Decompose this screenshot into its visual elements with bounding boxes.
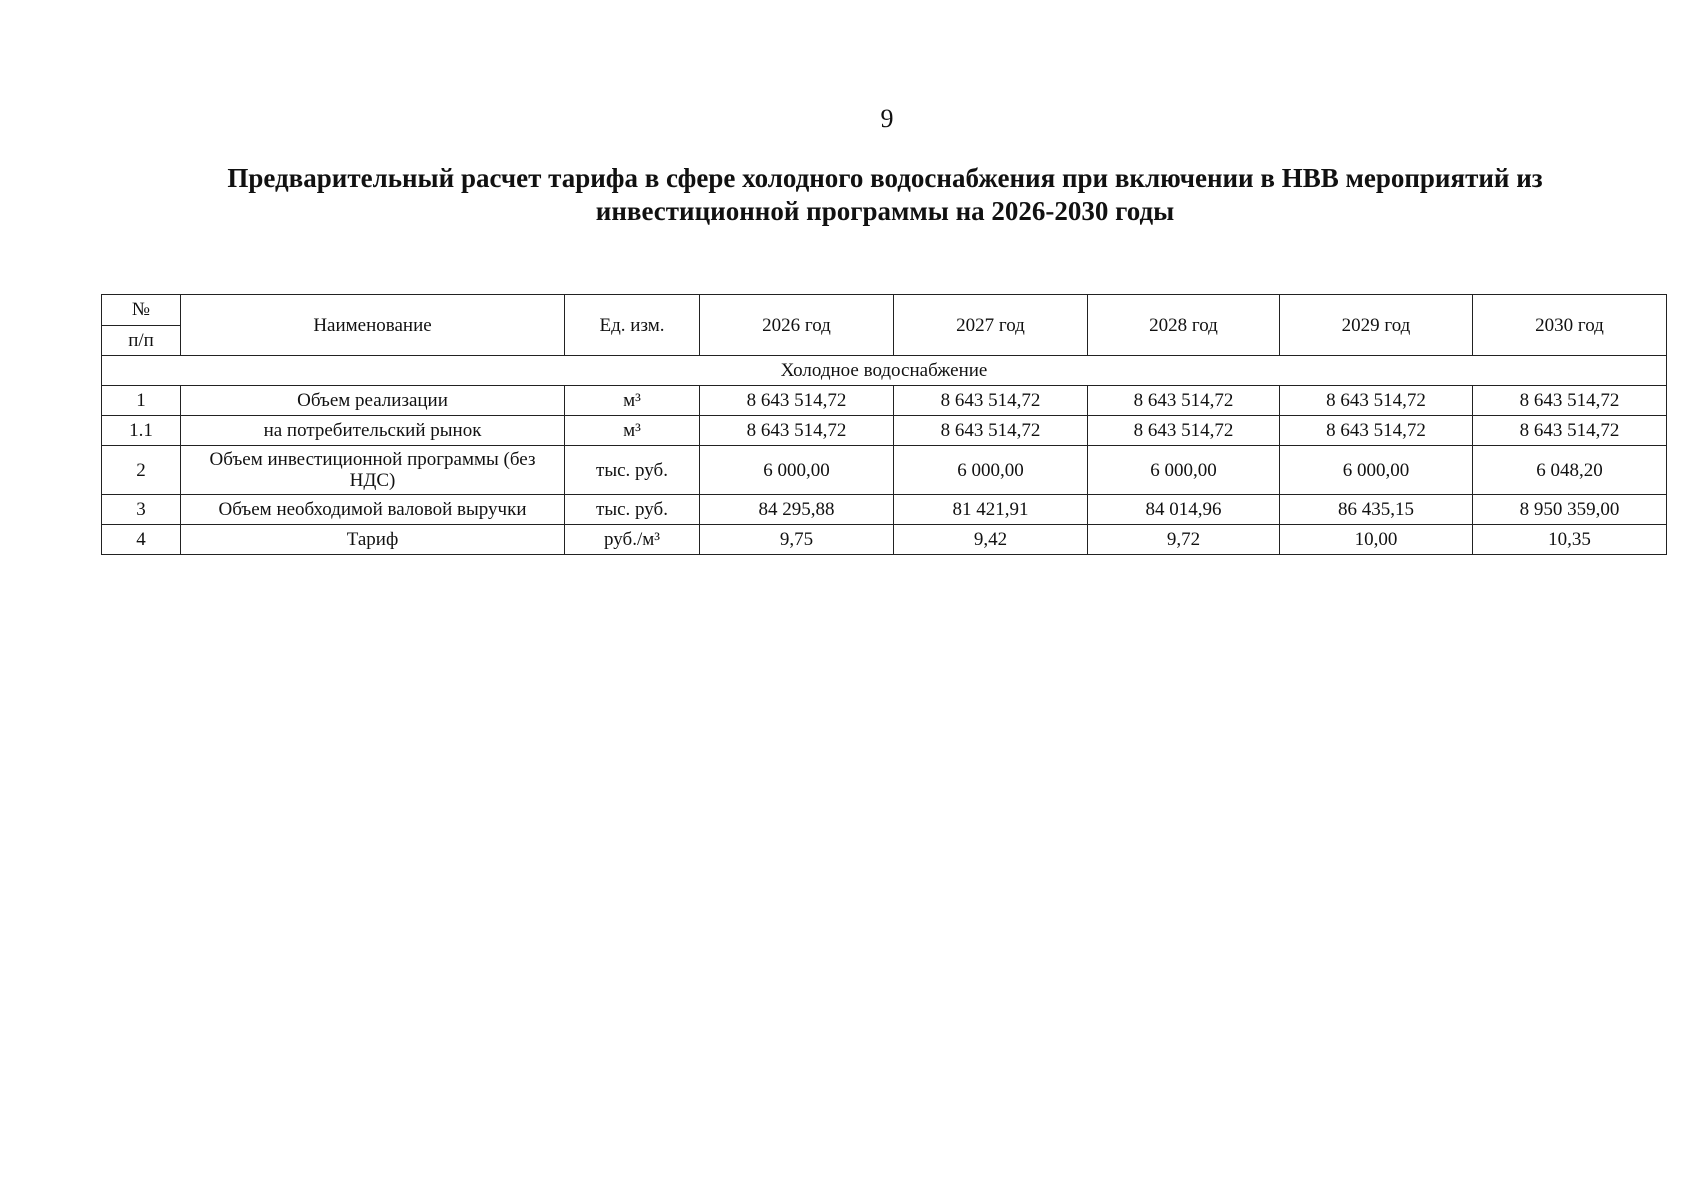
page-number: 9 xyxy=(880,104,894,133)
table-row xyxy=(102,416,1667,446)
row-value-2029: 8 643 514,72 xyxy=(1280,386,1473,416)
header-unit: Ед. изм. xyxy=(565,295,700,356)
row-value-2029: 6 000,00 xyxy=(1280,446,1473,495)
row-value-2030: 8 643 514,72 xyxy=(1473,416,1667,446)
row-value-2029: 10,00 xyxy=(1280,525,1473,555)
document-title-line-2: инвестиционной программы на 2026-2030 годы xyxy=(595,196,1175,226)
row-value-2027: 8 643 514,72 xyxy=(894,386,1088,416)
row-number: 3 xyxy=(102,495,181,525)
row-value-2030: 10,35 xyxy=(1473,525,1667,555)
row-unit: тыс. руб. xyxy=(565,495,700,525)
header-number-sign: № xyxy=(102,295,180,326)
header-year-2029: 2029 год xyxy=(1280,295,1473,356)
header-year-2028: 2028 год xyxy=(1088,295,1280,356)
row-name: Объем инвестиционной программы (без НДС) xyxy=(181,446,565,495)
row-value-2028: 8 643 514,72 xyxy=(1088,416,1280,446)
section-title: Холодное водоснабжение xyxy=(102,356,1667,386)
row-value-2027: 81 421,91 xyxy=(894,495,1088,525)
header-year-2027: 2027 год xyxy=(894,295,1088,356)
table-row xyxy=(102,495,1667,525)
row-value-2029: 86 435,15 xyxy=(1280,495,1473,525)
row-unit: м³ xyxy=(565,416,700,446)
row-name: Объем реализации xyxy=(181,386,565,416)
row-value-2028: 6 000,00 xyxy=(1088,446,1280,495)
row-value-2028: 8 643 514,72 xyxy=(1088,386,1280,416)
row-value-2026: 6 000,00 xyxy=(700,446,894,495)
row-name: Объем необходимой валовой выручки xyxy=(181,495,565,525)
row-value-2026: 8 643 514,72 xyxy=(700,416,894,446)
row-unit: тыс. руб. xyxy=(565,446,700,495)
header-name: Наименование xyxy=(181,295,565,356)
row-number: 1 xyxy=(102,386,181,416)
row-value-2027: 9,42 xyxy=(894,525,1088,555)
table-header-row xyxy=(102,295,1667,356)
header-number-pp: п/п xyxy=(128,330,154,351)
row-value-2028: 9,72 xyxy=(1088,525,1280,555)
row-unit: руб./м³ xyxy=(565,525,700,555)
section-row xyxy=(102,356,1667,386)
table-row xyxy=(102,386,1667,416)
header-number xyxy=(102,295,181,356)
document-title xyxy=(150,162,1620,228)
header-year-2026: 2026 год xyxy=(700,295,894,356)
tariff-table xyxy=(101,294,1667,555)
row-value-2030: 8 643 514,72 xyxy=(1473,386,1667,416)
table-row xyxy=(102,446,1667,495)
row-value-2027: 8 643 514,72 xyxy=(894,416,1088,446)
row-value-2030: 6 048,20 xyxy=(1473,446,1667,495)
row-value-2028: 84 014,96 xyxy=(1088,495,1280,525)
row-number: 2 xyxy=(102,446,181,495)
row-number: 1.1 xyxy=(102,416,181,446)
row-value-2030: 8 950 359,00 xyxy=(1473,495,1667,525)
row-value-2026: 9,75 xyxy=(700,525,894,555)
row-unit: м³ xyxy=(565,386,700,416)
row-value-2027: 6 000,00 xyxy=(894,446,1088,495)
row-value-2026: 8 643 514,72 xyxy=(700,386,894,416)
document-title-line-1: Предварительный расчет тарифа в сфере холодного водоснабжения при включении в НВВ мероприятий из xyxy=(227,163,1543,193)
row-value-2026: 84 295,88 xyxy=(700,495,894,525)
row-name: на потребительский рынок xyxy=(181,416,565,446)
row-number: 4 xyxy=(102,525,181,555)
row-value-2029: 8 643 514,72 xyxy=(1280,416,1473,446)
row-name: Тариф xyxy=(181,525,565,555)
table-row xyxy=(102,525,1667,555)
header-year-2030: 2030 год xyxy=(1473,295,1667,356)
